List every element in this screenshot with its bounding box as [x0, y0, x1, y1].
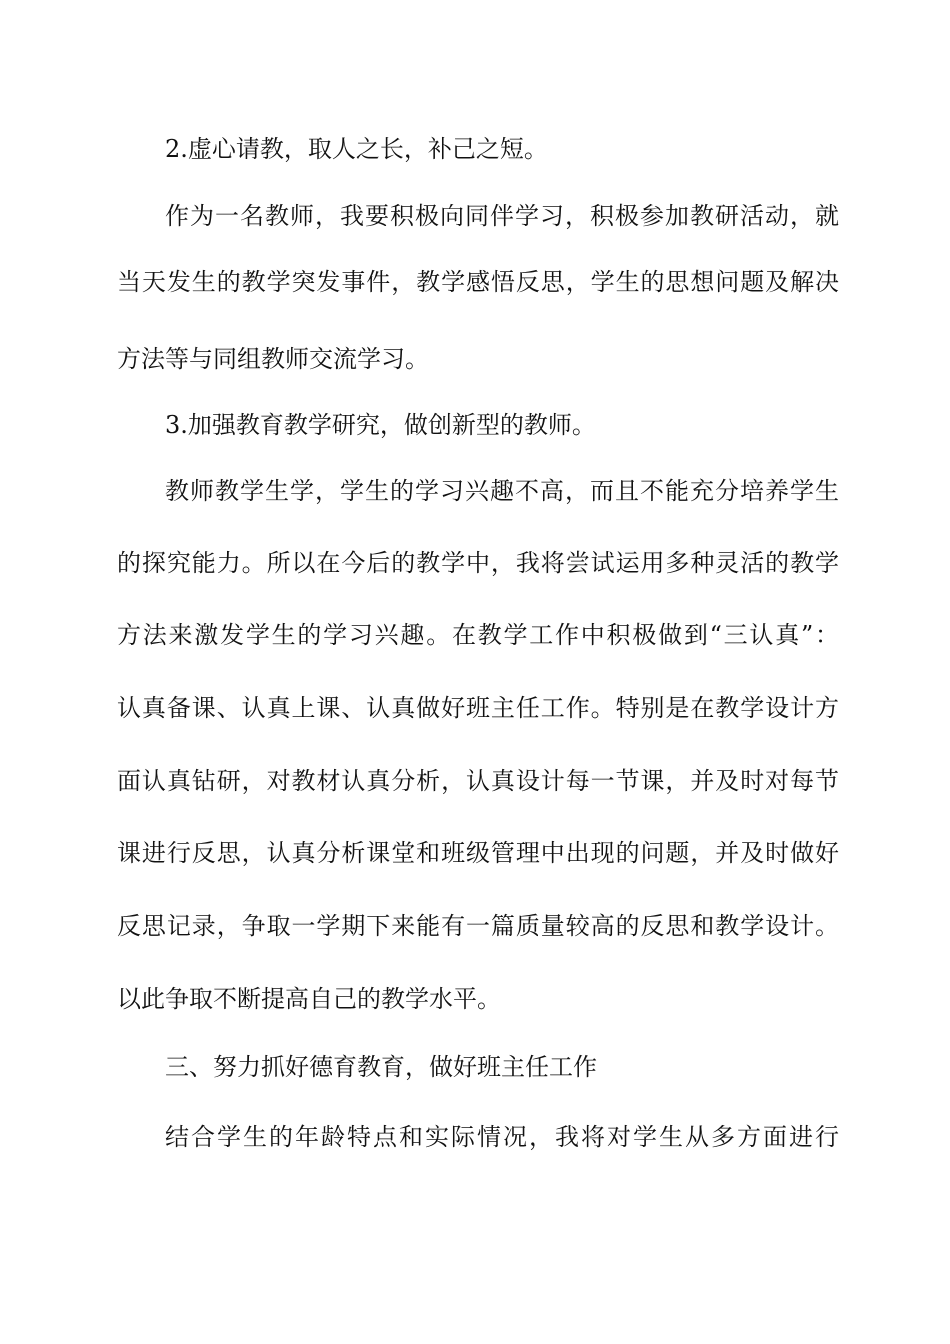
- paragraph-1-line-2: 当天发生的教学突发事件，教学感悟反思，学生的思想问题及解决: [117, 268, 839, 296]
- subheading-2: 2.虚心请教，取人之长，补己之短。: [165, 135, 548, 163]
- section-heading-3: 三、努力抓好德育教育，做好班主任工作: [165, 1053, 597, 1081]
- paragraph-2-line-8: 以此争取不断提高自己的教学水平。: [117, 985, 501, 1013]
- paragraph-2-line-5: 面认真钻研，对教材认真分析，认真设计每一节课，并及时对每节: [117, 767, 839, 795]
- paragraph-3-line-1: 结合学生的年龄特点和实际情况，我将对学生从多方面进行: [165, 1123, 839, 1151]
- subheading-3: 3.加强教育教学研究，做创新型的教师。: [165, 411, 596, 439]
- paragraph-2-line-3: 方法来激发学生的学习兴趣。在教学工作中积极做到“三认真”：: [117, 621, 839, 649]
- paragraph-2-line-1: 教师教学生学，学生的学习兴趣不高，而且不能充分培养学生: [165, 477, 839, 505]
- paragraph-1-line-3: 方法等与同组教师交流学习。: [117, 345, 429, 373]
- paragraph-2-line-2: 的探究能力。所以在今后的教学中，我将尝试运用多种灵活的教学: [117, 549, 839, 577]
- paragraph-1-line-1: 作为一名教师，我要积极向同伴学习，积极参加教研活动，就: [165, 202, 839, 230]
- paragraph-2-line-6: 课进行反思，认真分析课堂和班级管理中出现的问题，并及时做好: [117, 839, 839, 867]
- paragraph-2-line-7: 反思记录，争取一学期下来能有一篇质量较高的反思和教学设计。: [117, 912, 839, 940]
- paragraph-2-line-4: 认真备课、认真上课、认真做好班主任工作。特别是在教学设计方: [117, 694, 839, 722]
